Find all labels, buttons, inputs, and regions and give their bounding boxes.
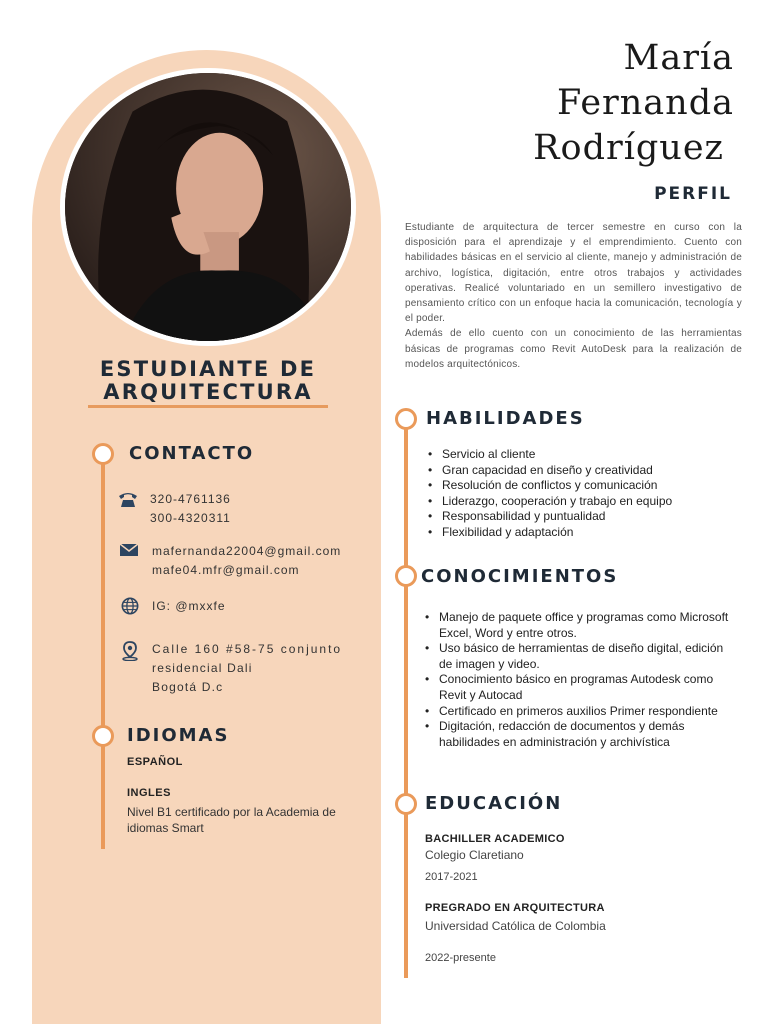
profile-paragraph-2: Además de ello cuento con un conocimiento de las herramientas básicas de programas como Revit AutoDesk para la realización de modelos arquitectónicos. bbox=[405, 328, 742, 370]
languages-timeline-dot bbox=[92, 725, 114, 747]
list-item: • Digitación, redacción de documentos y demás habilidades en administración y archivística bbox=[439, 719, 729, 750]
job-title-underline bbox=[88, 405, 328, 408]
list-item: • Servicio al cliente bbox=[442, 447, 672, 463]
social-handle[interactable]: IG: @mxxfe bbox=[152, 599, 226, 613]
job-title-line-2: ARQUITECTURA bbox=[103, 380, 313, 404]
address-line-3: Bogotá D.c bbox=[152, 680, 224, 694]
job-title bbox=[88, 358, 328, 404]
list-item: • Liderazgo, cooperación y trabajo en equipo bbox=[442, 494, 672, 510]
skills-heading: HABILIDADES bbox=[426, 408, 585, 429]
language-name: INGLES bbox=[127, 787, 171, 799]
email-1[interactable]: mafernanda22004@gmail.com bbox=[152, 544, 342, 558]
portrait-illustration bbox=[65, 73, 351, 341]
profile-heading: PERFIL bbox=[654, 184, 732, 204]
contact-heading: CONTACTO bbox=[129, 443, 255, 464]
phone-icon bbox=[118, 491, 138, 509]
contact-timeline-dot bbox=[92, 443, 114, 465]
main-timeline bbox=[404, 420, 408, 978]
list-item: • Gran capacidad en diseño y creatividad bbox=[442, 463, 672, 479]
knowledge-list bbox=[439, 610, 729, 750]
address-line-1: Calle 160 #58-75 conjunto bbox=[152, 642, 343, 656]
education-degree: PREGRADO EN ARQUITECTURA bbox=[425, 902, 605, 914]
profile-summary bbox=[405, 220, 742, 372]
language-description: Nivel B1 certificado por la Academia de idiomas Smart bbox=[127, 805, 336, 835]
list-item: • Uso básico de herramientas de diseño digital, edición de imagen y video. bbox=[439, 641, 729, 672]
knowledge-heading: CONOCIMIENTOS bbox=[421, 566, 619, 587]
education-school: Universidad Católica de Colombia bbox=[425, 919, 606, 933]
knowledge-timeline-dot bbox=[395, 565, 417, 587]
sidebar-timeline bbox=[101, 454, 105, 849]
education-years: 2022-presente bbox=[425, 952, 496, 964]
languages-heading: IDIOMAS bbox=[127, 725, 230, 746]
location-pin-icon bbox=[120, 641, 140, 661]
list-item: • Conocimiento básico en programas Autodesk como Revit y Autocad bbox=[439, 672, 729, 703]
skills-timeline-dot bbox=[395, 408, 417, 430]
phone-number-2[interactable]: 300-4320311 bbox=[150, 511, 231, 525]
education-school: Colegio Claretiano bbox=[425, 848, 524, 862]
email-2[interactable]: mafe04.mfr@gmail.com bbox=[152, 563, 300, 577]
address-line-2: residencial Dali bbox=[152, 661, 253, 675]
full-name-line-3: Rodríguez bbox=[533, 128, 724, 168]
profile-photo bbox=[60, 68, 356, 346]
education-timeline-dot bbox=[395, 793, 417, 815]
list-item: • Responsabilidad y puntualidad bbox=[442, 509, 672, 525]
globe-icon bbox=[120, 597, 140, 615]
full-name-line-2: Fernanda bbox=[556, 83, 734, 123]
list-item: • Certificado en primeros auxilios Primer respondiente bbox=[439, 704, 729, 720]
education-heading: EDUCACIÓN bbox=[425, 793, 563, 814]
phone-number-1[interactable]: 320-4761136 bbox=[150, 492, 231, 506]
list-item: • Resolución de conflictos y comunicación bbox=[442, 478, 672, 494]
education-years: 2017-2021 bbox=[425, 871, 478, 883]
list-item: • Manejo de paquete office y programas como Microsoft Excel, Word y entre otros. bbox=[439, 610, 729, 641]
profile-paragraph-1: Estudiante de arquitectura de tercer semestre en curso con la disposición para el aprendizaje y el emprendimiento. Cuento con habilidades básicas en el servicio al cliente, manejo y administración de archivo, logística, digitación, entre otros trabajos y actividades operativas. Realicé voluntariado en un semillero investigativo de pensamiento crítico con un enfoque hacia la comunicación, tecnología y el poder. bbox=[405, 222, 742, 325]
envelope-icon bbox=[119, 543, 139, 557]
language-name: ESPAÑOL bbox=[127, 756, 183, 768]
skills-list bbox=[442, 447, 672, 541]
full-name-line-1: María bbox=[623, 38, 734, 78]
list-item: • Flexibilidad y adaptación bbox=[442, 525, 672, 541]
education-degree: BACHILLER ACADEMICO bbox=[425, 833, 565, 845]
job-title-line-1: ESTUDIANTE DE bbox=[99, 357, 317, 381]
